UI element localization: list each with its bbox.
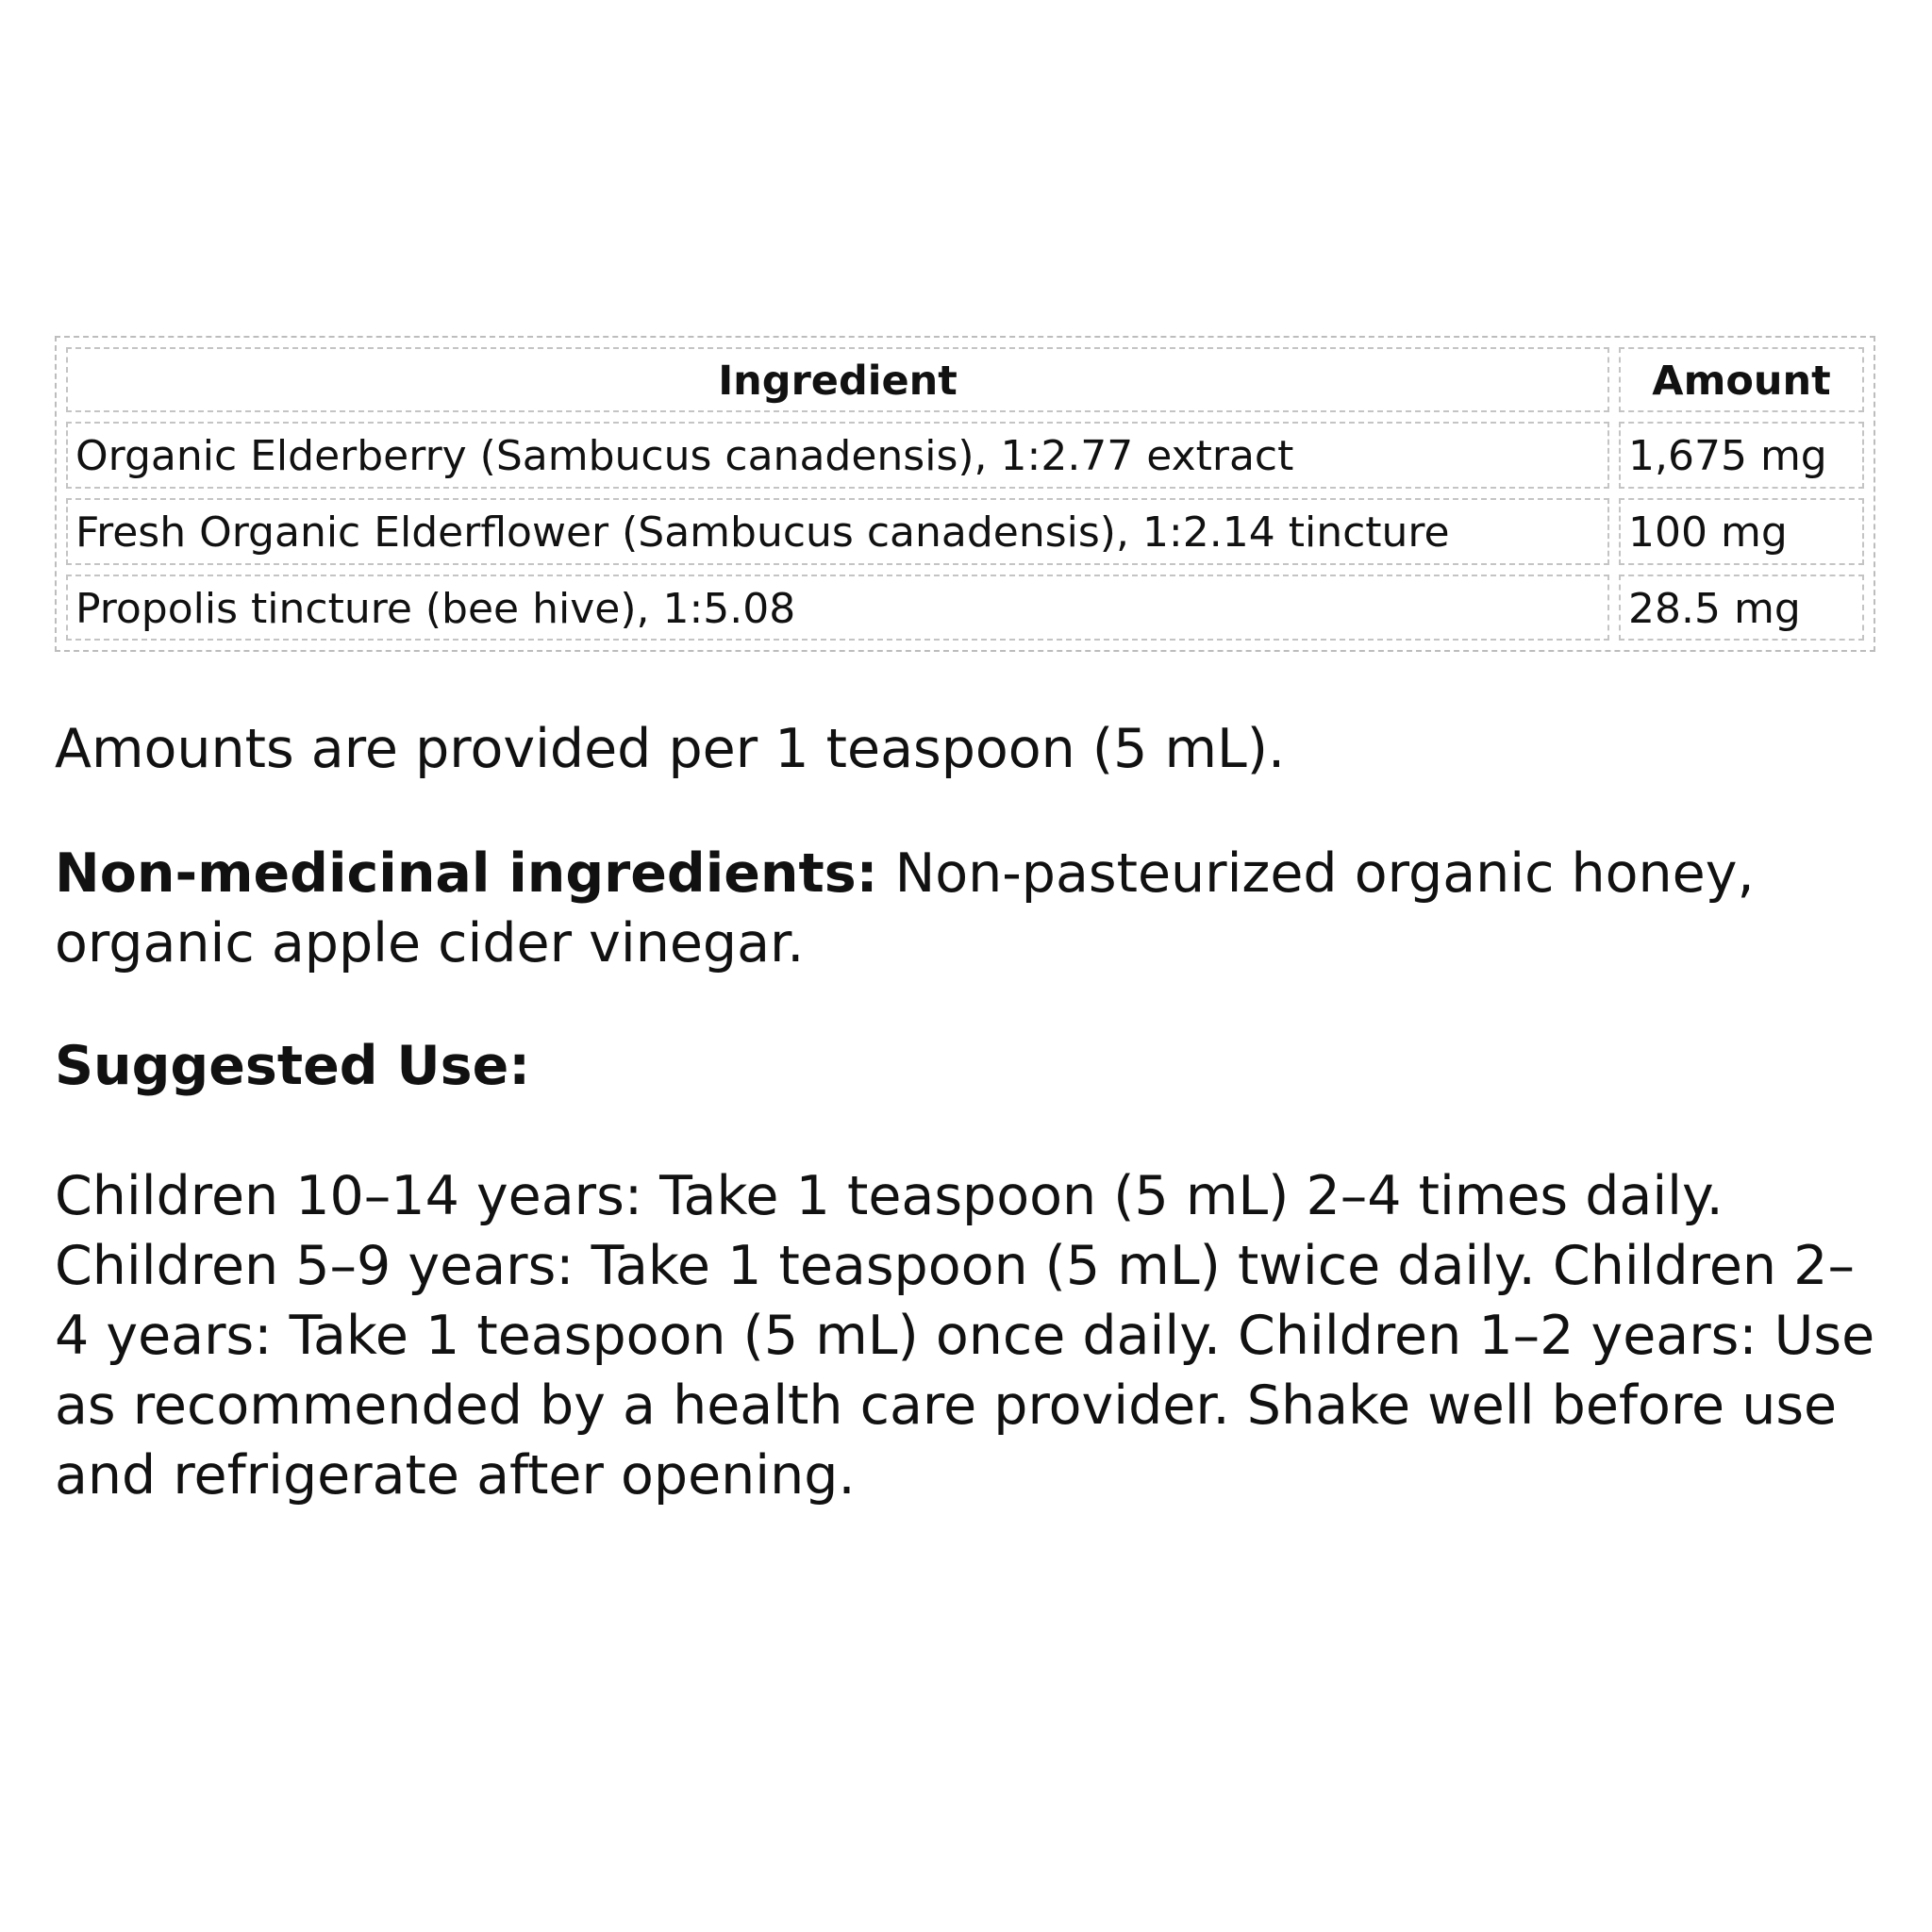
ingredients-table: [55, 336, 1875, 652]
table-header-row: [66, 347, 1864, 412]
table-row: [66, 498, 1864, 565]
amount-cell: 1,675 mg: [1619, 422, 1864, 489]
table-row: [66, 575, 1864, 641]
ingredient-cell: Organic Elderberry (Sambucus canadensis), 1:2.77 extract: [66, 422, 1609, 489]
non-medicinal-text: Non-pasteurized organic honey, organic apple cider vinegar.: [55, 842, 1755, 975]
product-info: [55, 336, 1875, 1510]
non-medicinal-ingredients: [55, 839, 1875, 978]
amount-column-header: Amount: [1619, 347, 1864, 412]
suggested-use-text: Children 10–14 years: Take 1 teaspoon (5 mL) 2–4 times daily. Children 5–9 years: Take 1 teaspoon (5 mL) twice daily. Children 2–4 years: Take 1 teaspoon (5 mL) once daily. Children 1–2 years: Use as recommended by a health care provider. Shake well before use and refrigerate after opening.: [55, 1165, 1875, 1507]
ingredient-cell: Fresh Organic Elderflower (Sambucus canadensis), 1:2.14 tincture: [66, 498, 1609, 565]
non-medicinal-label: Non-medicinal ingredients:: [55, 842, 878, 906]
amount-cell: 100 mg: [1619, 498, 1864, 565]
ingredient-cell: Propolis tincture (bee hive), 1:5.08: [66, 575, 1609, 641]
ingredient-column-header: Ingredient: [66, 347, 1609, 412]
servings-note: Amounts are provided per 1 teaspoon (5 mL).: [55, 718, 1286, 781]
table-row: [66, 422, 1864, 489]
suggested-use-title: Suggested Use:: [55, 1035, 531, 1098]
amount-cell: 28.5 mg: [1619, 575, 1864, 641]
